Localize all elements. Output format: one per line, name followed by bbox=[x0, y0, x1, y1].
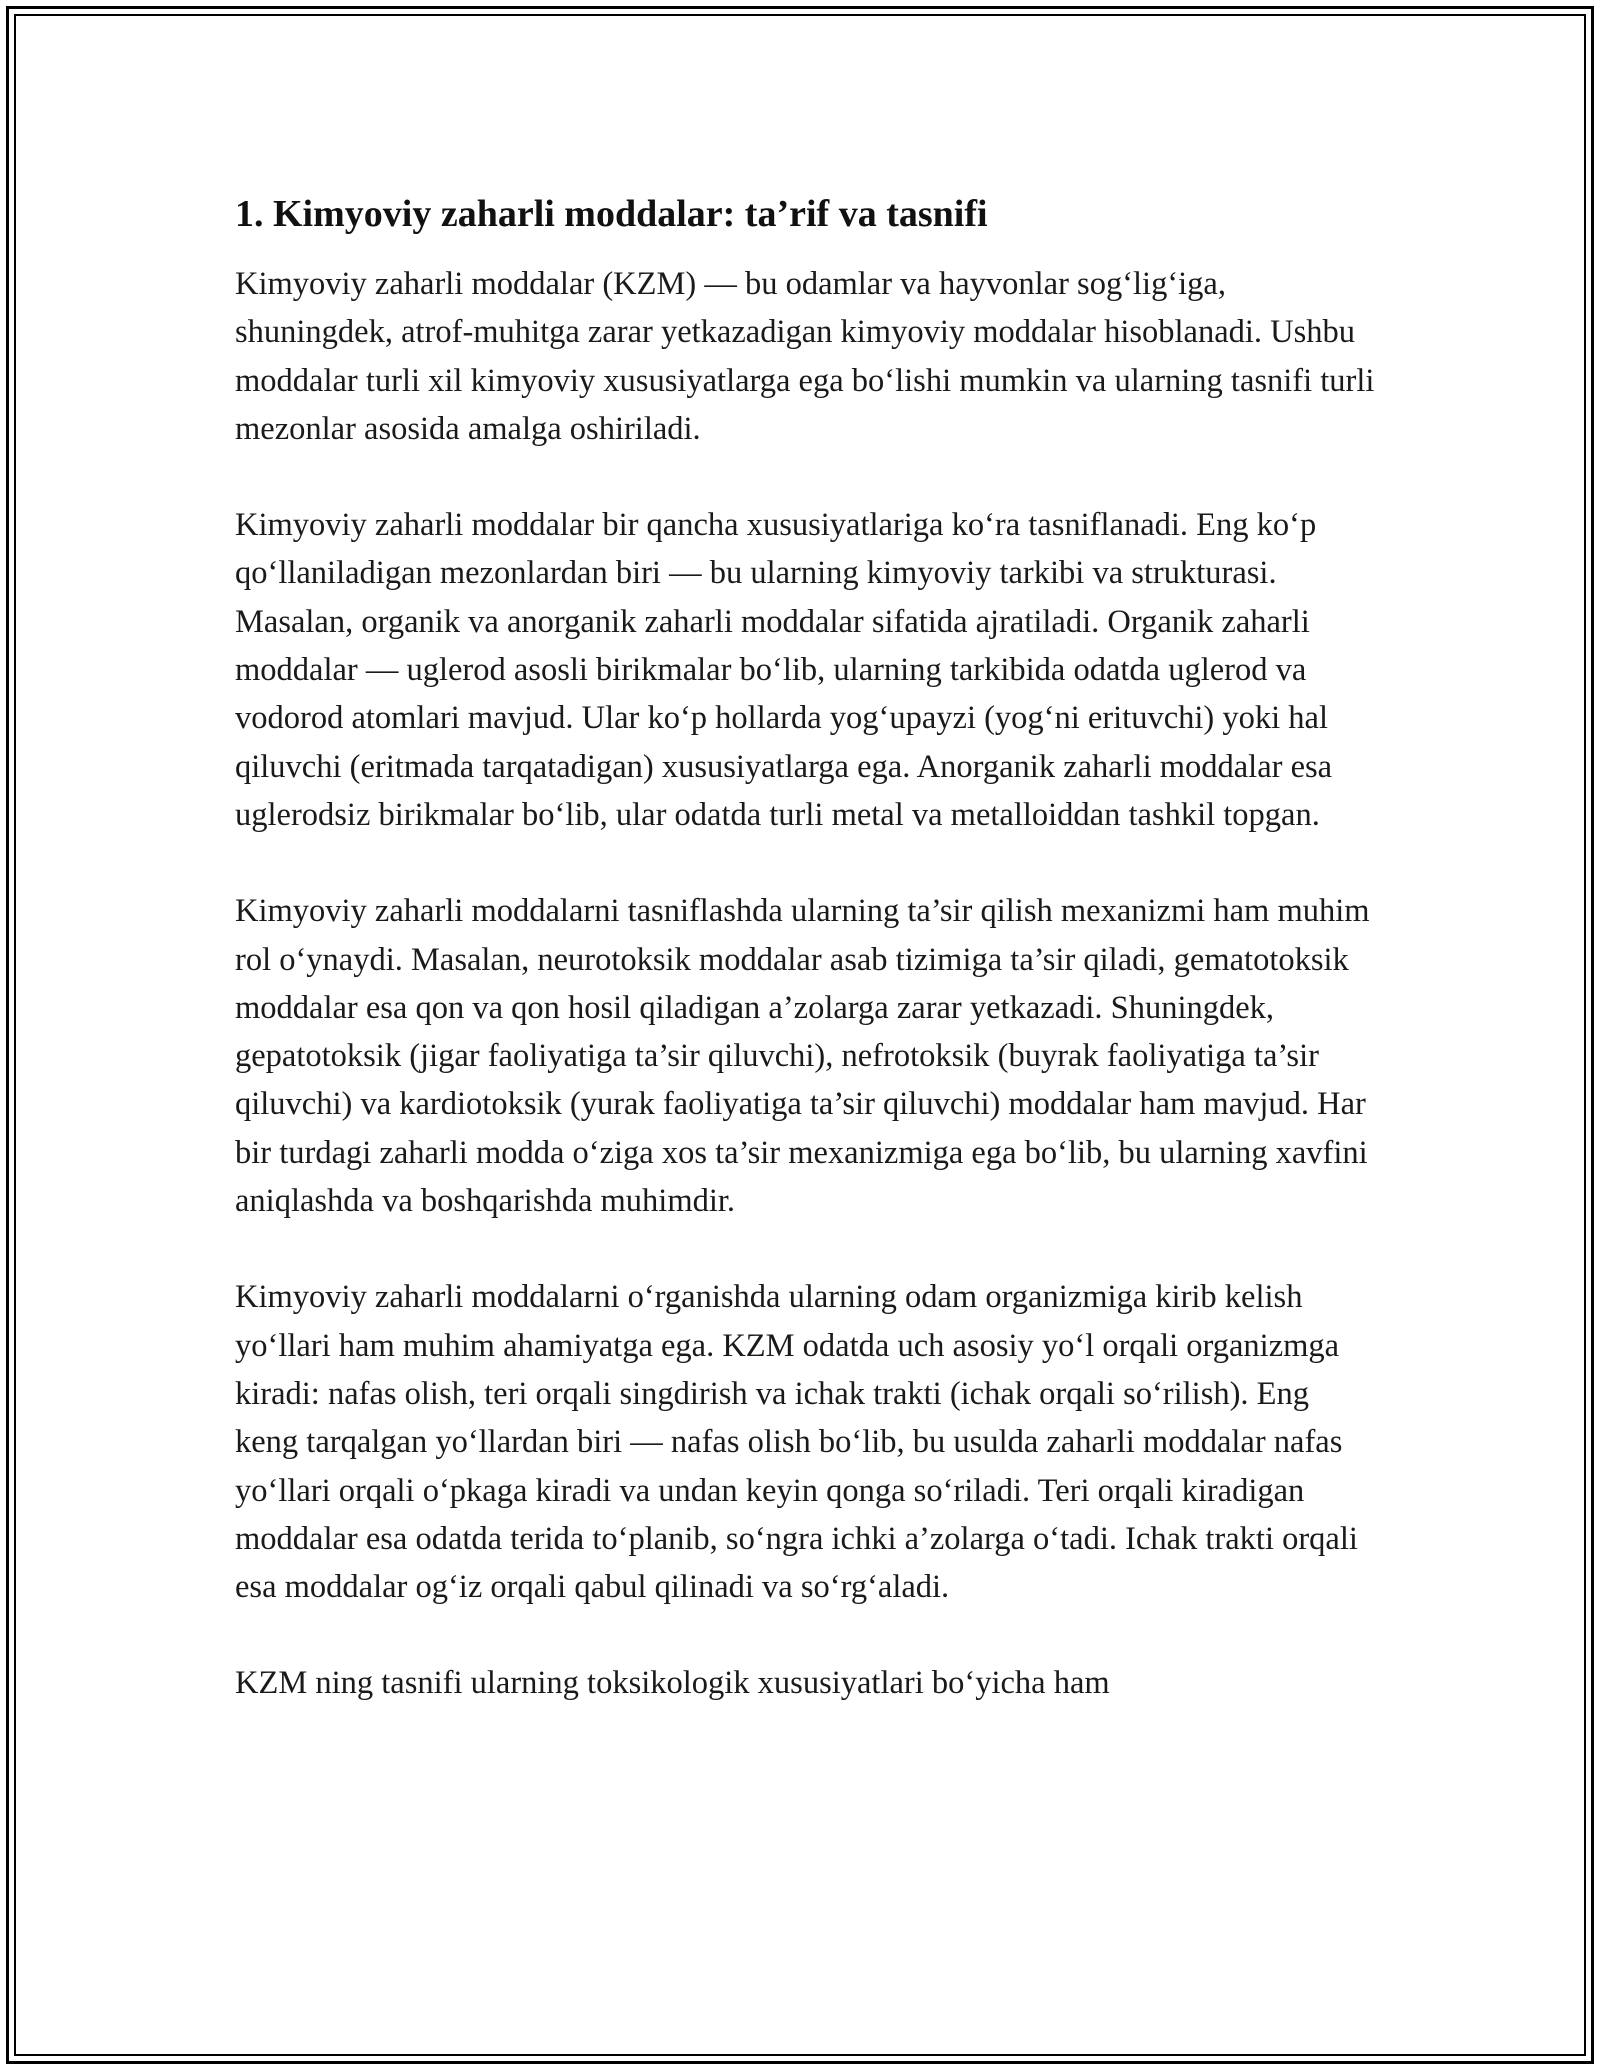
paragraph-definition: Kimyoviy zaharli moddalar (KZM) — bu odamlar va hayvonlar sog‘lig‘iga, shuningdek, atrof-muhitga zarar yetkazadigan kimyoviy moddalar hisoblanadi. Ushbu moddalar turli xil kimyoviy xususiyatlarga ega bo‘lishi mumkin va ularning tasnifi turli mezonlar asosida amalga oshiriladi. bbox=[235, 266, 1375, 447]
paragraph-entry-routes: Kimyoviy zaharli moddalarni o‘rganishda ularning odam organizmiga kirib kelish yo‘llari ham muhim ahamiyatga ega. KZM odatda uch asosiy yo‘l orqali organizmga kiradi: nafas olish, teri orqali singdirish va ichak trakti (ichak orqali so‘rilish). Eng keng tarqalgan yo‘llardan biri — nafas olish bo‘lib, bu usulda zaharli moddalar nafas yo‘llari orqali o‘pkaga kiradi va undan keyin qonga so‘riladi. Teri orqali kiradigan moddalar esa odatda terida to‘planib, so‘ngra ichki a’zolarga o‘tadi. Ichak trakti orqali esa moddalar og‘iz orqali qabul qilinadi va so‘rg‘aladi. bbox=[235, 1279, 1358, 1606]
paragraph-mechanism: Kimyoviy zaharli moddalarni tasniflashda ularning ta’sir qilish mexanizmi ham muhim rol o‘ynaydi. Masalan, neurotoksik moddalar asab tizimiga ta’sir qiladi, gematotoksik moddalar esa qon va qon hosil qiladigan a’zolarga zarar yetkazadi. Shuningdek, gepatotoksik (jigar faoliyatiga ta’sir qiluvchi), nefrotoksik (buyrak faoliyatiga ta’sir qiluvchi) va kardiotoksik (yurak faoliyatiga ta’sir qiluvchi) moddalar ham mavjud. Har bir turdagi zaharli modda o‘ziga xos ta’sir mexanizmiga ega bo‘lib, bu ularning xavfini aniqlashda va boshqarishda muhimdir. bbox=[235, 893, 1370, 1220]
document-body bbox=[235, 190, 1375, 1756]
section-heading: 1. Kimyoviy zaharli moddalar: ta’rif va tasnifi bbox=[235, 193, 988, 235]
paragraph-classification: Kimyoviy zaharli moddalar bir qancha xususiyatlariga ko‘ra tasniflanadi. Eng ko‘p qo‘llaniladigan mezonlardan biri — bu ularning kimyoviy tarkibi va strukturasi. Masalan, organik va anorganik zaharli moddalar sifatida ajratiladi. Organik zaharli moddalar — uglerod asosli birikmalar bo‘lib, ularning tarkibida odatda uglerod va vodorod atomlari mavjud. Ular ko‘p hollarda yog‘upayzi (yog‘ni erituvchi) yoki hal qiluvchi (eritmada tarqatadigan) xususiyatlarga ega. Anorganik zaharli moddalar esa uglerodsiz birikmalar bo‘lib, ular odatda turli metal va metalloiddan tashkil topgan. bbox=[235, 507, 1333, 833]
paragraph-toxicology: KZM ning tasnifi ularning toksikologik xususiyatlari bo‘yicha ham bbox=[235, 1665, 1110, 1702]
